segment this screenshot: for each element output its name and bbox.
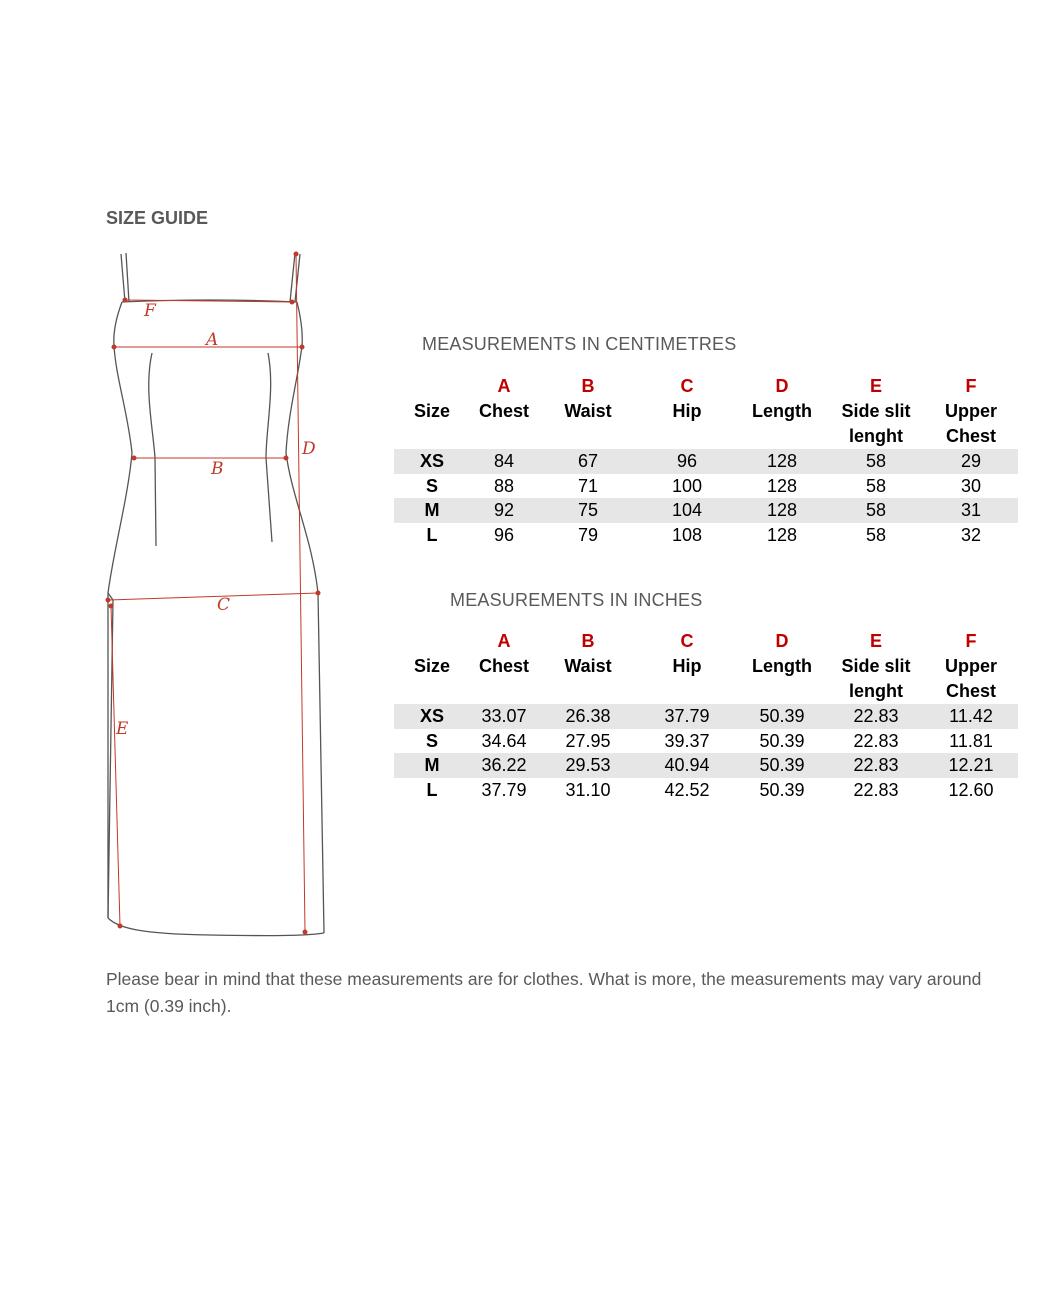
table-row: XS 33.07 26.38 37.79 50.39 22.83 11.42 — [394, 704, 1018, 729]
label-f: F — [144, 301, 156, 321]
table-row: S 34.64 27.95 39.37 50.39 22.83 11.81 — [425, 730, 993, 751]
cm-size-table — [394, 374, 1018, 547]
header-row: Size Chest Waist Hip Length Side slit lenght Upper Chest — [413, 656, 997, 701]
label-a: A — [206, 330, 219, 350]
page-title: SIZE GUIDE — [106, 208, 209, 228]
dress-diagram — [100, 248, 330, 940]
label-c: C — [217, 595, 231, 615]
label-d: D — [302, 439, 316, 459]
label-e: E — [116, 719, 129, 739]
letter-row: A B C D E F — [497, 376, 977, 396]
header-row: Size Chest Waist Hip Length Side slit lenght Upper Chest — [413, 401, 997, 446]
table-row: XS 84 67 96 128 58 29 — [394, 449, 1018, 474]
inch-size-table — [394, 629, 1018, 802]
inch-table-heading: MEASUREMENTS IN INCHES — [450, 590, 703, 610]
label-b: B — [211, 459, 224, 479]
measurement-note: Please bear in mind that these measurements are for clothes. What is more, the measurements may vary around 1cm (0.39 inch). — [106, 969, 982, 1016]
cm-table-heading: MEASUREMENTS IN CENTIMETRES — [422, 334, 737, 354]
letter-row: A B C D E F — [497, 631, 977, 651]
table-row: L 37.79 31.10 42.52 50.39 22.83 12.60 — [426, 780, 994, 801]
table-row: M 92 75 104 128 58 31 — [394, 498, 1018, 523]
table-row: M 36.22 29.53 40.94 50.39 22.83 12.21 — [394, 753, 1018, 778]
table-row: S 88 71 100 128 58 30 — [425, 475, 982, 496]
table-row: L 96 79 108 128 58 32 — [426, 525, 982, 546]
